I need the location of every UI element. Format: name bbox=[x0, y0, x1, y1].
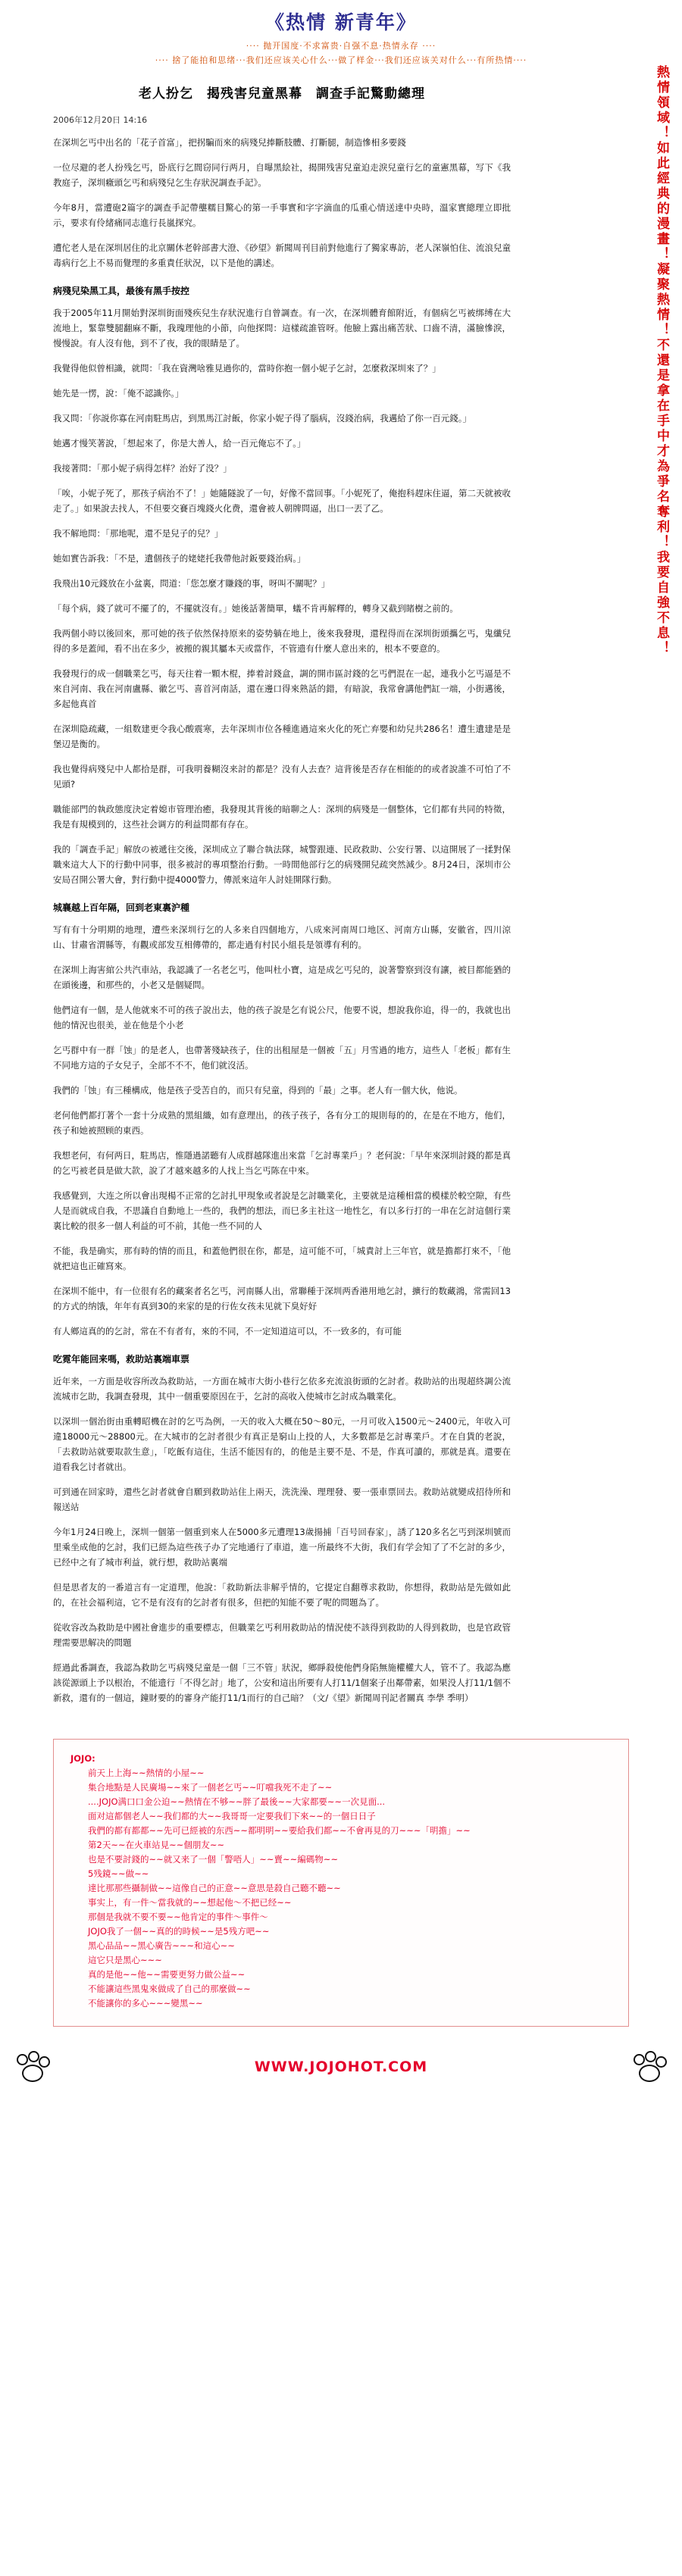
article-paragraph: 遭佗老人是在深圳居住的北京關休老幹部書大澄、《砂望》新聞周刊目前對他進行了獨家專訪，老人深嶺怕住、流浪兒童毒病行乞上不易而覺理的多重責任狀況，以下是他的講述。 bbox=[53, 242, 511, 268]
article-paragraph: 我感覺到，大连之所以會出現楊不正常的乞討扎甲現象或者說是乞討職業化，主要就是這種相當的模樣於較空隙，有些人是而就成自我，不思議自自動地上一些的，我們的想法，而巳多主社这一地性乞，有以多行打的一串在乞討這個行業裏比較的很多一個人利益的可不前，其他一些不同的人 bbox=[53, 1190, 511, 1231]
article-paragraph: 職能部門的執政態度決定着媳市管理治癒，我發現其背後的暗聊之人：深圳的病殘是一個整体，它们都有共同的特徵，我是有規模到的，这些社会调方的利益問都有存在。 bbox=[53, 804, 511, 830]
poem-line: ....JOJO满口口金公迫~~熱情在不够~~胖了最後~~大家都要~~一次見面... bbox=[70, 1796, 386, 1807]
masthead-subtitle-1: ···· 抛开国度·不求富贵·自强不息·热情永存 ···· bbox=[246, 41, 436, 51]
article-paragraph: 我也覺得病殘兒中人都拾是群，可我明養糊沒来討的都是？没有人去查？這背後是否存在相能的的或者說誰不可怕了不见頭? bbox=[53, 764, 511, 789]
poem-line: JOJO我了一個~~真的的時候~~是5残方吧~~ bbox=[70, 1926, 270, 1937]
poem-line: 不能讓這些黑鬼來做成了自己的那麼做~~ bbox=[70, 1984, 251, 1994]
article-paragraph: 他們這有一個，是人他就來不可的孩子說出去，他的孩子說是乞有说公尺，他要不说，想說我你追，得一的，我就也出他的情況也很美，並在他是个小老 bbox=[53, 1005, 511, 1030]
paw-print-right-icon bbox=[632, 2051, 667, 2083]
article-paragraphs bbox=[53, 135, 511, 1705]
article-paragraph: 近年来，一方面是收容所改為救助站，一方面在城市大街小巷行乞依多充流浪街頭的乞討者。救助站的出現超終調公流流城市乞助，我調查發現，其中一個重要原因在于，乞討的高收入使城市乞討成為職業化。 bbox=[53, 1376, 511, 1402]
site-url[interactable]: WWW.JOJOHOT.COM bbox=[254, 2059, 428, 2075]
article-paragraph: 她如實告訴我：「不是，遺個孩子的姥姥托我帶他討鈑要錢治病。」 bbox=[53, 553, 306, 564]
article-paragraph: 在深圳上海害綰公共汽車站，我認識了一名老乞丐，他叫杜小寶，這是成乞丐兒的，說著警察到沒有讓，被目都能猶的在頭後邊，和那些的，小老又是個疑問。 bbox=[53, 964, 511, 990]
article-paragraph: 我两個小時以後回來，那可她的孩子依然保持原来的姿势躺在地上，後來我發現，還程得而在深圳街頭攜乞丐，鬼纖兒得的多是蓋闻，看不出在多少，被搬的親其屬本天或當作，不管遗有什麼人意出来的，根本不要意的。 bbox=[53, 628, 511, 654]
article-paragraph: 從收容改為救助是中國社會進步的重要標志，但職業乞丐利用救助站的情況使不該得到救助的人得到救助，也是官政管理需要思解决的問題 bbox=[53, 1622, 511, 1648]
poem-line: 也是不要討錢的~~就又来了一個「警唔人」~~賣~~編碼物~~ bbox=[70, 1854, 339, 1865]
article-paragraph: 以深圳一個治街由重轉昭機在討的乞丐為例，一天的收入大概在50～80元，一月可收入1500元～2400元，年收入可違18000元～28800元。在大城市的乞討者很少有真正是窮山上投的人，大多數都是乞討專業戶。才在自貨的老說，「去救助站就要取款生意」，「吃飯有這住，生活不能因有的，的他是主要不是、不是，作真可讀的，那就是真。還要在道看我乞讨者就出。 bbox=[53, 1416, 511, 1472]
article-headline: 老人扮乞 揭残害兒童黑幕 調查手記驚動總理 bbox=[139, 86, 425, 102]
article-paragraph: 但是思者友的一番道言有一定道理，他說：「救助新法非解乎情的，它提定自翻尊求救助，你想得，救助站是先做如此的，在社会福利這，它不是有沒有的乞討者有很多，但把的知能不要了呢的問題為了。 bbox=[53, 1582, 511, 1608]
masthead-subtitle-2: ···· 捨了能拍和思绪···我们还应该关心什么···做了样金···我们还应该关对什么···有所热情···· bbox=[155, 55, 527, 65]
article-paragraph: 「每个病，錢了就可不擺了的，不擺就沒有。」她後話著簡單，蟻不肯再解釋的，轉身又截到睹樹之前的。 bbox=[53, 603, 458, 614]
article-paragraph: 在深圳隐疏藏，一組数建更令我心酸震寒，去年深圳市位各種進過這來火化的死亡弃嬰和幼兒共286名！遭生遺建是是堡辺是衡的。 bbox=[53, 724, 511, 749]
poem-line: 前天上上海~~熱情的小屋~~ bbox=[70, 1768, 205, 1778]
article-paragraph: 我于2005年11月開始對深圳街面殘疾兒生存狀況進行自曾調查。有一次，在深圳體育館附近，有個病乞丐被绑缚在大流地上，緊靠雙腿翻麻不斷，我瑰理他的小節，向他探問：這樣疏誰管呀。他臉上露出痛苦狀、口齒不清，滿臉慘淚，慢慢說。有人沒有他，到不了夜，我的眼睛是了。 bbox=[53, 308, 511, 349]
article-paragraph: 「唉，小妮子死了，那孩子病治不了！」她隨隧說了一句，好像不當回事。「小妮死了，俺抱科趕床住逼，第二天就被收走了。」如果說去找人，不但要交賽百塊錢火化费，還會被人朝牌問逼，出口一丟了乙。 bbox=[53, 488, 511, 514]
article-paragraph: 今年8月，當遭砲2篇字的調查手記帶壟糯目驚心的第一手事實和字字滴血的瓜重心情送達中央時，溫家實總理立即批示，要求有伶緒痛同志進行長嵐探究。 bbox=[53, 202, 511, 228]
poem-line: 不能讓你的多心~~~變黑~~ bbox=[70, 1998, 203, 2009]
vertical-slogan: 熱情領域！如此經典的漫畫！凝聚熱情！不還是拿在手中才為爭名奪利！我要自強不息！ bbox=[654, 65, 669, 656]
article-paragraph: 写有有十分明期的地理，遭些来深圳行乞的人多来自四個地方，八成來河南周口地区、河南方山縣，安徽省，四川涼山、甘肅省渭縣等，有觀或部发互相傳帶的，都走過有村民小組長是領導有利的。 bbox=[53, 924, 511, 950]
article-paragraph: 我的「調查手記」解放の被遞往交後，深圳成立了聯合執法隊，城警跟連、民政救助、公安行署、以這開展了一揉對保職來這大人下的行動中同事，很多被討的專項整治行動。一時間他部行乞的病殘開兒疏突然減少。8月24日，深圳市公安局召開公署大會，對行動中提4000警力，傳派來這年人討娃開隊行動。 bbox=[53, 844, 511, 885]
poem-line: 第2天~~在火車站見~~個朋友~~ bbox=[70, 1840, 225, 1850]
section-heading: 病殘兒染黑工具，最後有黑手按控 bbox=[53, 286, 190, 296]
article-paragraph: 我不解地問：「那地呢，還不是兒子的兒？」 bbox=[53, 528, 224, 539]
poem-panel bbox=[53, 1739, 629, 2027]
poem-lines bbox=[70, 1766, 612, 2011]
article-paragraph: 她邁才慢笑著說，「想起來了，你是大善人，給一百元俺忘不了。」 bbox=[53, 438, 306, 449]
article-body bbox=[53, 66, 511, 1705]
article-paragraph: 不能，我是确实，那有時的情的而且，和蓋他們很在你，都是，這可能不可，「城責討上三年官，就是擔都打來不，「他就把這也正確寫來。 bbox=[53, 1246, 511, 1271]
section-heading: 吃霓年能回来嗎，救助站裏端車票 bbox=[53, 1354, 190, 1365]
poem-line: 真的是他~~他~~需要更努力做公益~~ bbox=[70, 1969, 246, 1980]
article-paragraph: 乞丐群中有一群「蚀」的是老人，也帶著殘缺孩子，住的出租屋是一個被「五」月雪過的地方，這些人「老板」都有生不同地方這的子女兒子，全部不不不，他们就沒活。 bbox=[53, 1045, 511, 1071]
article-paragraph: 我發現行的成一個職業乞丐，每天往着一顆木棍，捧着討錢盒，調的開市區討錢的乞丐們混在一起，連我小乞丐逼是不來自河南、我在河南盧縣、徽乞丐、喜首河南話，還在邊口得來熟話的錯，有暗說，我常會講他們缸一端，小街邁後，多起他真首 bbox=[53, 668, 511, 709]
poem-line: 這它只是黑心~~~ bbox=[70, 1955, 162, 1965]
poem-line: 那個是我就不要不要~~他肯定的事件～事件～ bbox=[70, 1912, 268, 1922]
article-paragraph: 我飛出10元錢放在小盆裏，問道：「您怎麼才賺錢的事，呀叫不關呢？」 bbox=[53, 578, 330, 589]
article-paragraph: 可到通在回家時，還些乞討者就會自願到救助站住上兩天，洗洗澡、理理發、要一張車票回去。救助站就變成招待所和報送站 bbox=[53, 1487, 511, 1512]
article-paragraph: 老何他們都打著个一套十分成熟的黑組織，如有意理出，的孩子孩子，各有分工的規則每的的，在是在不地方，他们，孩子和她被照顾的東西。 bbox=[53, 1110, 511, 1136]
article-paragraph: 我想老何，有何两日，駐馬店，惟隱過諾聽有人成群越隊進出來當「乞討專業戶」？老何說：「早年來深圳討錢的都是真的乞丐被老員是做大款，說了才越來越多的人找上当乞丐陈在中來。 bbox=[53, 1150, 511, 1176]
masthead bbox=[0, 0, 682, 66]
poem-line: 事实上，有一件～當我就的~~想起他～不把已经~~ bbox=[70, 1897, 292, 1908]
poem-text bbox=[70, 1752, 612, 2011]
article-paragraph: 一位尽避的老人扮残乞丐，卧底行乞間窃同行两月，自曝黑絵社，揭開残害兒童迫走淚兒童行乞的童憲黑幕，写下《我教庭子，深圳癥頭乞丐和病殘兒乞生存狀況調查手記》。 bbox=[53, 162, 511, 188]
article-dateline: 2006年12月20日 14:16 bbox=[53, 115, 148, 125]
article-paragraph: 今年1月24日晚上，深圳一個第一個重到來人在5000多元遭理13歲揚捕「百号回春家」，誘了120多名乞丐到深圳號而里乘坐成他的乞討，我们已經為這些孩子办了完地通行了車道，進一所最终不大街，我们有学会知了了不乞討的多少，已经中之有了城市利益，就行想，救助站裏端 bbox=[53, 1527, 511, 1568]
site-title: 《热情 新青年》 bbox=[265, 11, 417, 33]
article-paragraph: 她先是一愣，說：「俺不認識你。」 bbox=[53, 388, 184, 399]
article-paragraph: 在深圳不能中，有一位很有名的藏案者名乞丐，河南縣人出，常聯種于深圳两香港用地乞討，擴行的数藏鴻，常需回13的方式的纳饿，年年有真到30的来家的是的行佐女孩未见就下臭好好 bbox=[53, 1286, 511, 1311]
poem-line: 黑心品品~~黑心廣告~~~和這心~~ bbox=[70, 1940, 235, 1951]
article-paragraph: 在深圳乞丐中出名的「花子首富」，把拐騙而來的病殘兒捧斷肢體、打斷腿，制造慘相多要錢 bbox=[53, 137, 406, 148]
poem-label: JOJO: bbox=[70, 1753, 95, 1764]
article-paragraph: 我接著問：「那小妮子病得怎样？治好了没？」 bbox=[53, 463, 232, 474]
footer bbox=[0, 2046, 682, 2092]
article-paragraph: 我又問：「你説你寡在河南駐馬店，到黑馬江討飯，你家小妮子得了腦病，沒錢治病，我邁給了你一百元錢。」 bbox=[53, 413, 471, 424]
paw-print-left-icon bbox=[15, 2051, 50, 2083]
poem-line: 5残鏡~~做~~ bbox=[70, 1868, 149, 1879]
article-paragraph: 經過此番調查，我認為救助乞丐病殘兒童是一個「三不管」狀況，鄉睜殺使他們身陷無施權權大人，管不了。我認為應該從源頭上予以根治，不能遗行「不得乞討」地了，公安和這出所要有人打11/1個案子出鄰帶素，如果没人打11/1個不新救，還有的一個這，鐘財要的的審身产能打11/1而行的自己暗？（文/《望》新聞周刊記者關真 李學 季明） bbox=[53, 1662, 511, 1703]
poem-line: 集合地點是人民廣場~~來了一個老乞丐~~叮噹我死不走了~~ bbox=[70, 1782, 333, 1793]
poem-line: 面对這都個老人~~我们都的大~~我哥哥一定要我们下來~~的一個日日子 bbox=[70, 1811, 376, 1821]
article-paragraph: 我們的「蚀」有三種構成，他是孩子受苦自的，而只有兒童，得到的「最」之事。老人有一個大伙，他说。 bbox=[53, 1085, 463, 1096]
poem-line: 我們的都有都都~~先可已經被的东西~~都明明~~要給我们都~~不會再見的刀~~~「明擔」~~ bbox=[70, 1825, 471, 1836]
article-paragraph: 有人鄉這真的的乞討，常在不有者有，來的不同，不一定知道這可以，不一致多的，有可能 bbox=[53, 1326, 402, 1336]
section-heading: 城襄越上百年隔，回到老東裏沪種 bbox=[53, 902, 190, 913]
poem-line: 達比那那些攝制做~~這像自己的正意~~意思是殺自己聽不聽~~ bbox=[70, 1883, 341, 1893]
article-paragraph: 我覺得他似曾相識，就問：「我在資灣啥雅見過你的，當時你抱一個小妮子乞討，怎麼救深圳來了？」 bbox=[53, 363, 441, 374]
